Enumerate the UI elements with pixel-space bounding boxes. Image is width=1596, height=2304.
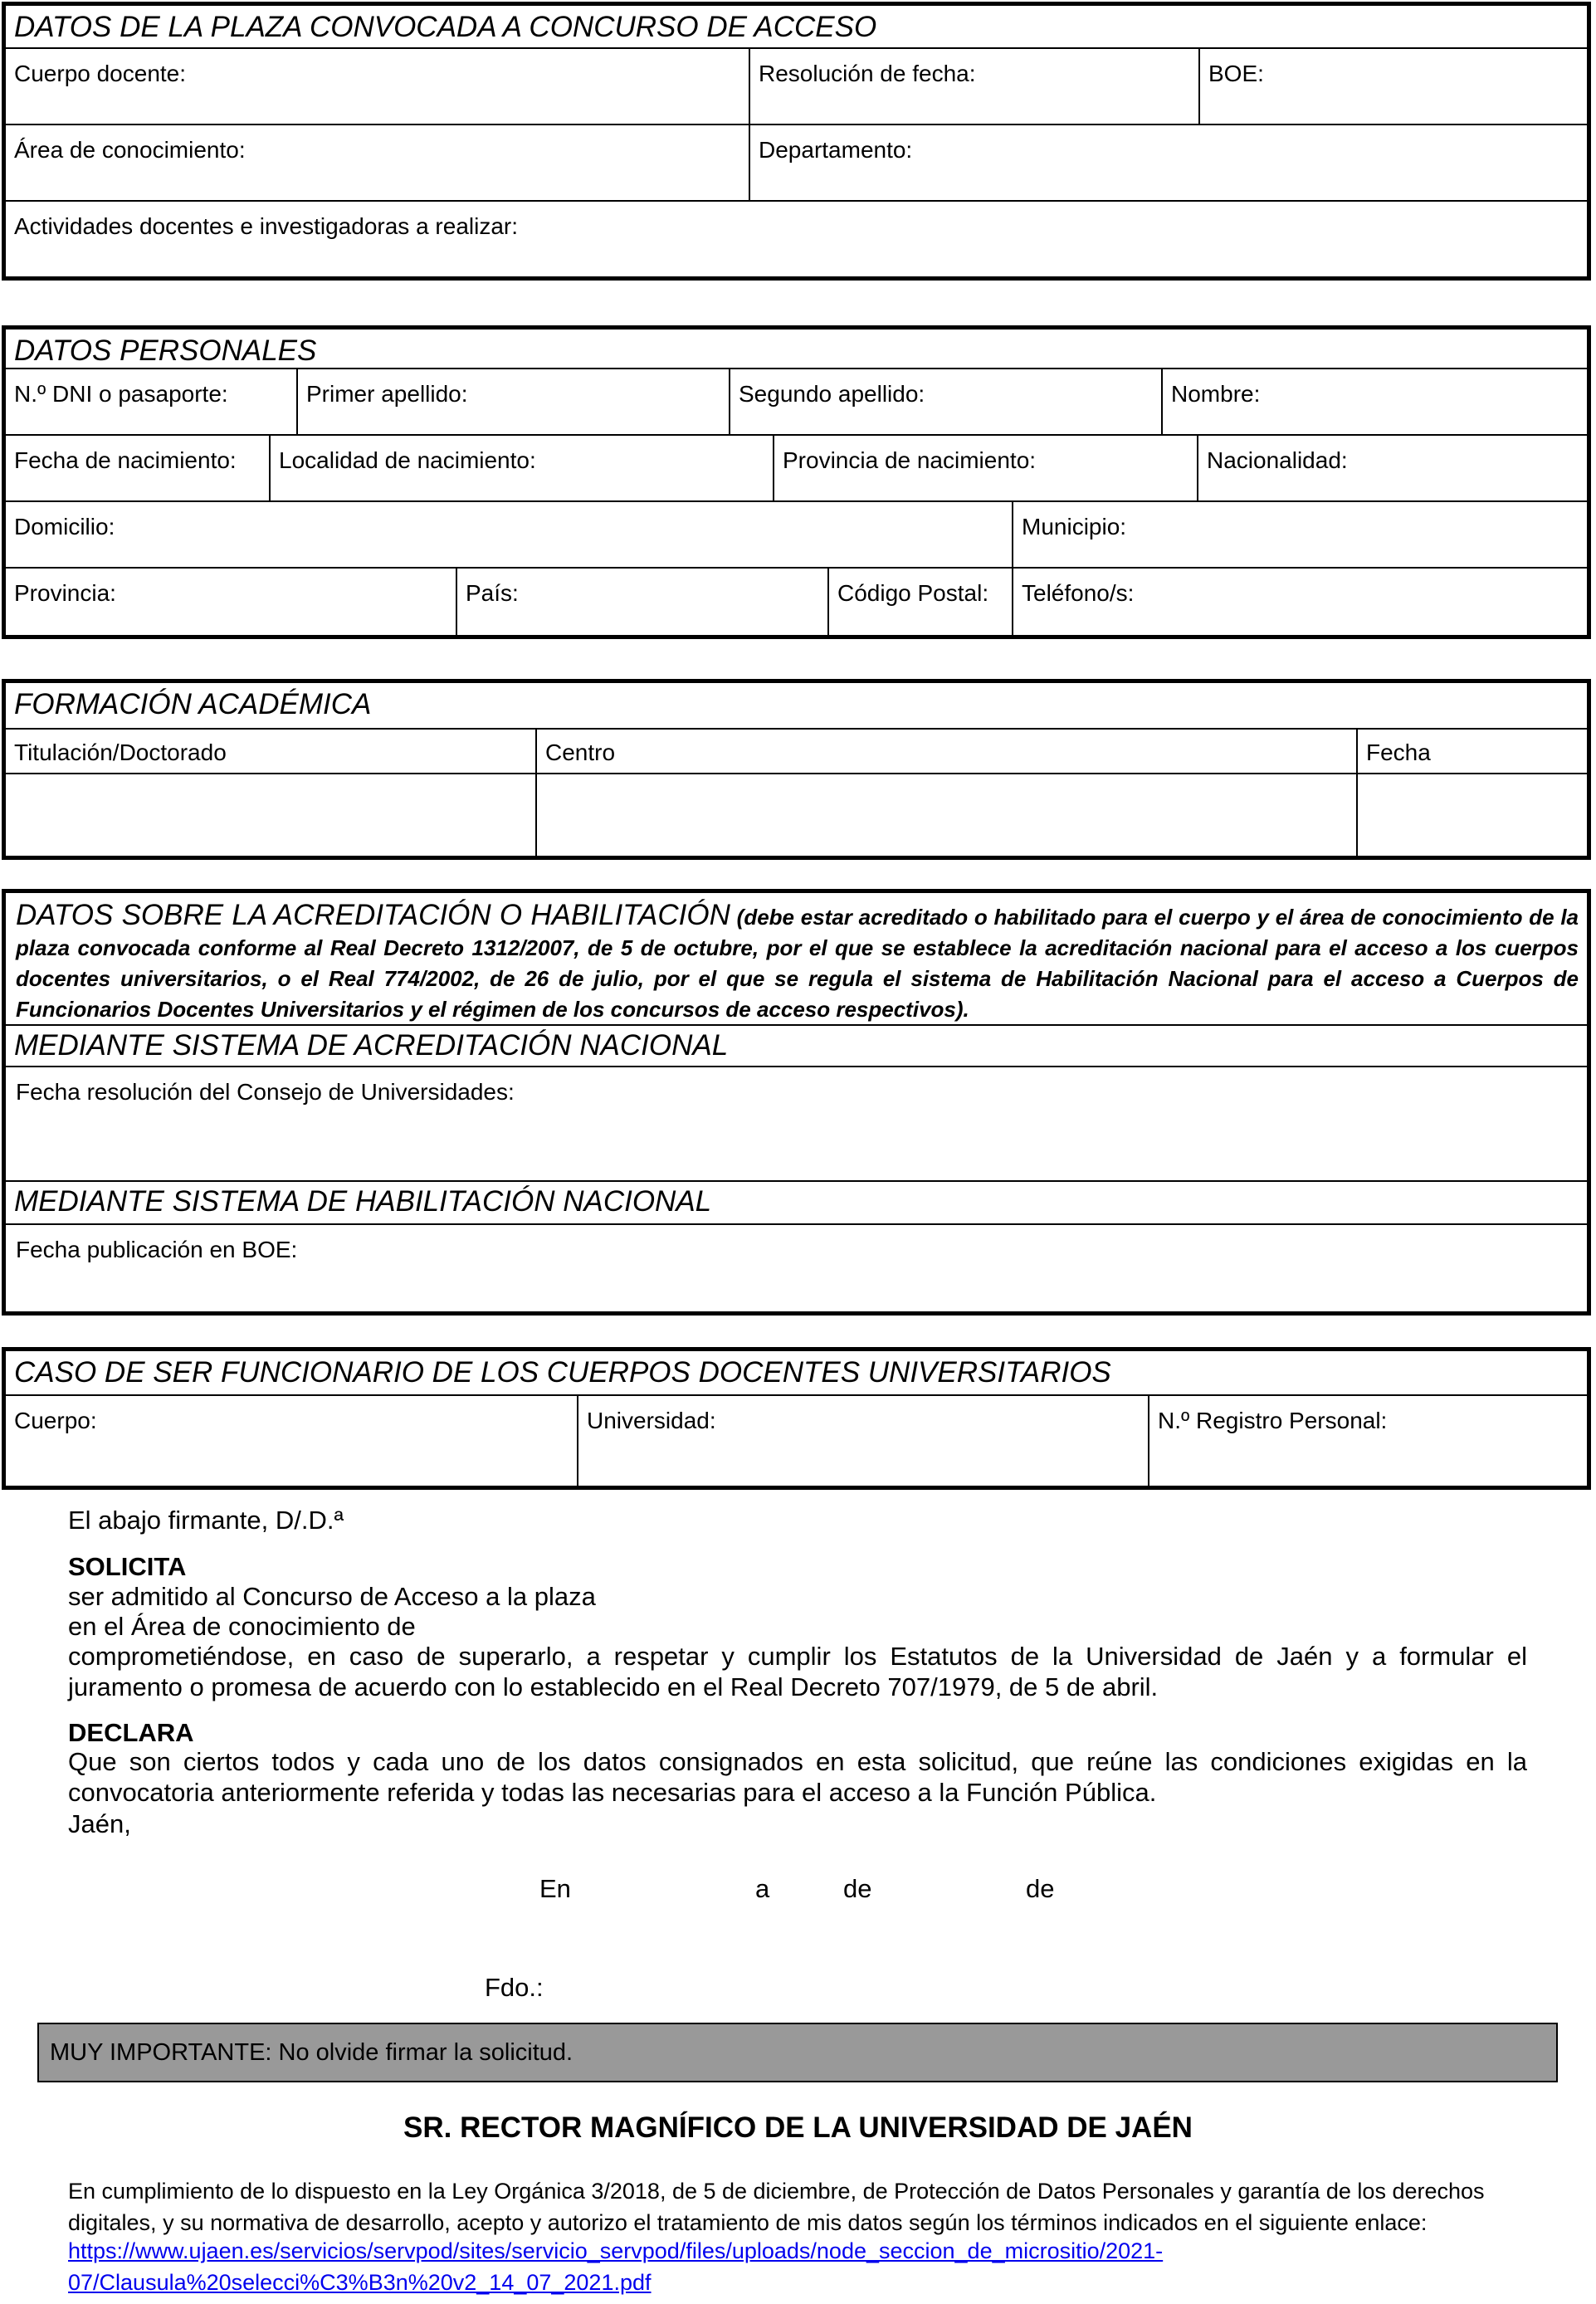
centro-header: Centro [535, 730, 1356, 774]
funcionario-section [2, 1347, 1591, 1490]
fecha-consejo-field[interactable]: Fecha resolución del Consejo de Universidades: [16, 1079, 515, 1105]
acred-field-row [6, 1066, 1587, 1182]
personales-row-1 [6, 368, 1587, 436]
date-en: En [539, 1874, 571, 1903]
fecha-header: Fecha [1356, 730, 1587, 774]
codigo-postal-field[interactable]: Código Postal: [827, 569, 1012, 635]
fecha-nacimiento-field[interactable]: Fecha de nacimiento: [14, 447, 237, 473]
departamento-field[interactable]: Departamento: [749, 125, 1587, 202]
plaza-title: DATOS DE LA PLAZA CONVOCADA A CONCURSO DE ACCESO [14, 11, 877, 43]
jaen-line: Jaén, [68, 1809, 131, 1838]
nacionalidad-field[interactable]: Nacionalidad: [1197, 436, 1587, 502]
date-a: a [755, 1874, 770, 1903]
personales-section [2, 325, 1591, 639]
plaza-row-3 [6, 200, 1587, 276]
provincia-field[interactable]: Provincia: [14, 580, 116, 606]
rector-heading: SR. RECTOR MAGNÍFICO DE LA UNIVERSIDAD DE JAÉN [403, 2111, 1193, 2144]
habil-title-row [6, 1180, 1587, 1225]
firma-line: Fdo.: [485, 1973, 544, 2002]
habil-field-row [6, 1223, 1587, 1311]
domicilio-field[interactable]: Domicilio: [14, 514, 115, 539]
provincia-nacimiento-field[interactable]: Provincia de nacimiento: [773, 436, 1197, 502]
declara-heading: DECLARA [68, 1718, 194, 1747]
solicita-line-1: ser admitido al Concurso de Acceso a la plaza [68, 1582, 596, 1611]
plaza-section [2, 2, 1591, 281]
municipio-field[interactable]: Municipio: [1012, 502, 1587, 569]
acred-subtitle: MEDIANTE SISTEMA DE ACREDITACIÓN NACIONAL [14, 1029, 729, 1062]
personales-title: DATOS PERSONALES [14, 334, 317, 367]
plaza-row-1 [6, 47, 1587, 125]
registro-personal-field[interactable]: N.º Registro Personal: [1148, 1396, 1587, 1486]
acred-title-row [6, 1024, 1587, 1067]
formacion-section [2, 679, 1591, 860]
date-de-2: de [1026, 1874, 1055, 1903]
cuerpo-field[interactable]: Cuerpo: [14, 1408, 97, 1433]
personales-row-4 [6, 567, 1587, 635]
date-de-1: de [843, 1874, 872, 1903]
firmante-line: El abajo firmante, D/.D.ª [68, 1506, 344, 1535]
personales-row-3 [6, 500, 1587, 569]
privacy-link-line-1[interactable]: https://www.ujaen.es/servicios/servpod/sites/servicio_servpod/files/uploads/node_seccion_de_micrositio/2021- [68, 2238, 1164, 2263]
funcionario-row [6, 1394, 1587, 1486]
solicita-heading: SOLICITA [68, 1552, 187, 1581]
solicita-line-3: comprometiéndose, en caso de superarlo, a respetar y cumplir los Estatutos de la Universidad de Jaén y a formular el juramento o promesa de acuerdo con lo establecido en el Real Decreto 707/1979, de 5 de abril. [68, 1642, 1527, 1701]
personales-row-2 [6, 434, 1587, 502]
acreditacion-heading [16, 900, 1579, 1025]
funcionario-title: CASO DE SER FUNCIONARIO DE LOS CUERPOS DOCENTES UNIVERSITARIOS [14, 1356, 1111, 1389]
universidad-field[interactable]: Universidad: [577, 1396, 1148, 1486]
dni-field[interactable]: N.º DNI o pasaporte: [14, 381, 228, 407]
formacion-data-row [6, 773, 1587, 856]
titulacion-input[interactable] [6, 774, 535, 856]
acreditacion-note-first: (debe estar acreditado o habilitado para el cuerpo y el área de conocimiento [736, 905, 1523, 930]
habil-subtitle: MEDIANTE SISTEMA DE HABILITACIÓN NACIONAL [14, 1185, 712, 1218]
titulacion-header: Titulación/Doctorado [14, 740, 227, 765]
primer-apellido-field[interactable]: Primer apellido: [296, 369, 729, 436]
declara-text: Que son ciertos todos y cada uno de los datos consignados en esta solicitud, que reúne las condiciones exigidas en la convocatoria anteriormente referida y todas las necesarias para el acceso a la Función Pública. [68, 1747, 1527, 1807]
cuerpo-docente-field[interactable]: Cuerpo docente: [14, 61, 187, 86]
boe-field[interactable]: BOE: [1198, 49, 1587, 125]
centro-input[interactable] [535, 774, 1356, 856]
localidad-nacimiento-field[interactable]: Localidad de nacimiento: [269, 436, 773, 502]
importante-text: MUY IMPORTANTE: No olvide firmar la solicitud. [50, 2039, 573, 2066]
privacy-link-line-2[interactable]: 07/Clausula%20selecci%C3%B3n%20v2_14_07_2021.pdf [68, 2270, 652, 2295]
nombre-field[interactable]: Nombre: [1161, 369, 1587, 436]
solicita-line-2: en el Área de conocimiento de [68, 1612, 416, 1641]
fecha-input[interactable] [1356, 774, 1587, 856]
telefono-field[interactable]: Teléfono/s: [1012, 569, 1587, 635]
area-conocimiento-field[interactable]: Área de conocimiento: [14, 137, 246, 163]
acreditacion-title: DATOS SOBRE LA ACREDITACIÓN O HABILITACIÓN [16, 899, 730, 931]
resolucion-fecha-field[interactable]: Resolución de fecha: [749, 49, 1198, 125]
pais-field[interactable]: País: [456, 569, 827, 635]
actividades-field[interactable]: Actividades docentes e investigadoras a realizar: [14, 213, 519, 239]
plaza-row-2 [6, 124, 1587, 202]
segundo-apellido-field[interactable]: Segundo apellido: [729, 369, 1161, 436]
footer-legal: En cumplimiento de lo dispuesto en la Ley Orgánica 3/2018, de 5 de diciembre, de Protección de Datos Personales y garantía de los derechos digitales, y su normativa de desarrollo, acepto y autorizo el tratamiento de mis datos según los términos indicados en el siguiente enlace: [68, 2179, 1485, 2235]
acreditacion-note-rest: de la plaza convocada conforme al Real Decreto 1312/2007, de 5 de octubre, por el que se establece la acreditación nacional para el acceso a los cuerpos docentes universitarios, o el Real 774/2002, de 26 de julio, por el que se regula el sistema de Habilitación Nacional para el acceso a Cuerpos de Funcionarios Docentes Universitarios y el régimen de los concursos de acceso respectivos). [16, 905, 1579, 1022]
importante-box [37, 2023, 1558, 2082]
formacion-title: FORMACIÓN ACADÉMICA [14, 688, 372, 720]
formacion-header-row [6, 728, 1587, 774]
acreditacion-section [2, 889, 1591, 1316]
fecha-boe-field[interactable]: Fecha publicación en BOE: [16, 1237, 298, 1262]
